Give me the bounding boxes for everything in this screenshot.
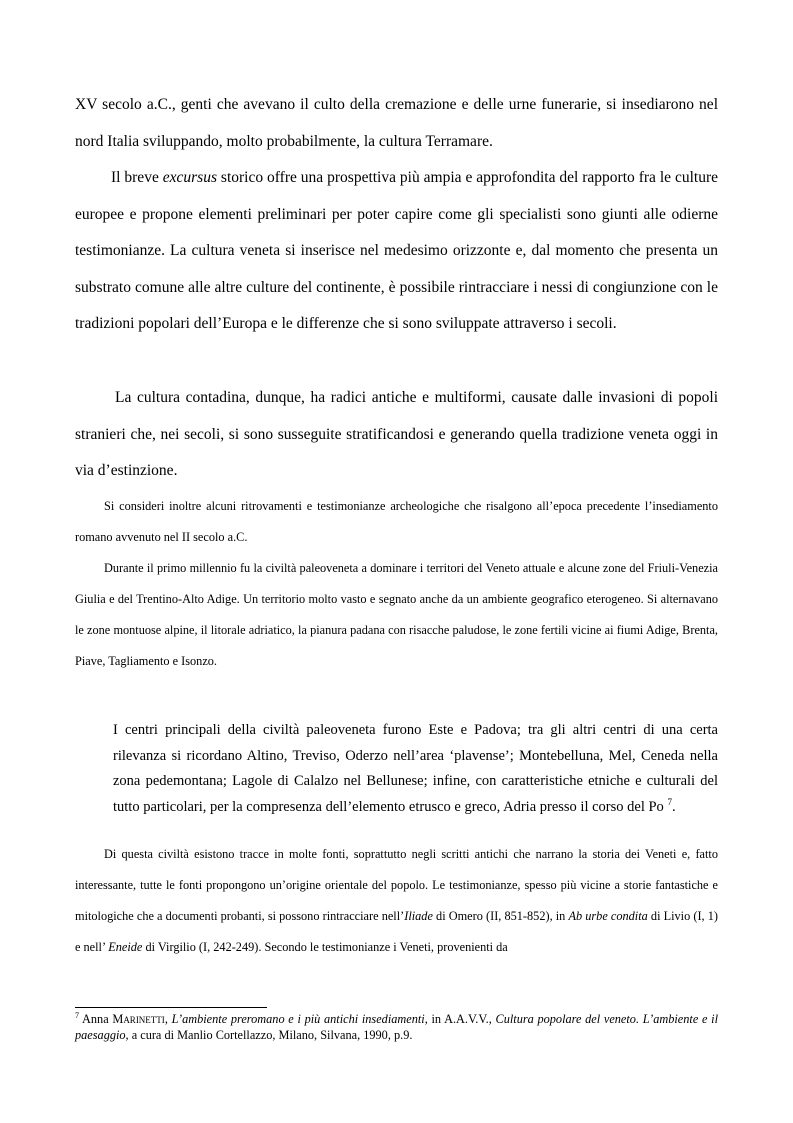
paragraph-text: di Virgilio (I, 242-249). Secondo le testimonianze i Veneti, provenienti da bbox=[142, 940, 508, 954]
paragraph-text: Di questa civiltà esistono tracce in molte fonti, soprattutto negli scritti antichi che narrano la storia dei Veneti e, fatto interessante, tutte le fonti propongono un’origine orientale del popolo. Le testimonianze, spesso più vicine a storie fantastiche e mitologiche che a documenti probanti, si possono rintracciare nell’ bbox=[75, 847, 718, 923]
footnote-publication: a cura di Manlio Cortellazzo, Milano, Silvana, 1990, p.9. bbox=[128, 1027, 413, 1042]
footnote-author-first: Anna bbox=[82, 1012, 113, 1026]
title-eneide: Eneide bbox=[108, 940, 143, 954]
paragraph-cultura-contadina bbox=[75, 380, 718, 490]
paragraph-text: di Livio (I, 1) e nell’ bbox=[75, 909, 719, 954]
title-ab-urbe-condita: Ab urbe condita bbox=[568, 909, 648, 923]
paragraph-ritrovamenti bbox=[75, 491, 718, 553]
footnote-book-title: Cultura popolare del veneto. L’ambiente e il paesaggio, bbox=[75, 1012, 718, 1042]
paragraph-fonti bbox=[75, 839, 718, 963]
footnote-7 bbox=[75, 1012, 718, 1043]
emphasis-excursus: excursus bbox=[162, 169, 217, 186]
paragraph-terramare bbox=[75, 87, 718, 160]
footnote-article-title: L’ambiente preromano e i più antichi insediamenti bbox=[171, 1012, 425, 1026]
paragraph-text: Il breve bbox=[111, 169, 163, 186]
footnote-separator bbox=[75, 1007, 267, 1008]
title-iliade: Iliade bbox=[404, 909, 433, 923]
footnote-separator-text: , bbox=[164, 1012, 172, 1026]
paragraph-text: Durante il primo millennio fu la civiltà paleoveneta a dominare i territori del Veneto attuale e alcune zone del Friuli-Venezia Giulia e del Trentino-Alto Adige. Un territorio molto vasto e segnato anche da un ambiente geografico eterogeneo. Si alternavano le zone montuose alpine, il litorale adriatico, la pianura padana con risacche paludose, le zone fertili vicine ai fiumi Adige, Brenta, Piave, Tagliamento e Isonzo. bbox=[75, 561, 718, 668]
block-quote: I centri principali della civiltà paleoveneta furono Este e Padova; tra gli altri centri di una certa rilevanza si ricordano Altino, Treviso, Oderzo nell’area ‘plavense’; Montebelluna, Mel, Ceneda nella zona pedemontana; Lagole di Calalzo nel Bellunese; infine, con caratteristiche etniche e culturali del tutto particolari, per la compresenza dell’elemento etrusco e greco, Adria presso il corso del Po $^7$. bbox=[113, 722, 718, 816]
paragraph-text: La cultura contadina, dunque, ha radici antiche e multiformi, causate dalle invasioni di popoli stranieri che, nei secoli, si sono susseguite stratificandosi e generando quella tradizione veneta oggi in via d’estinzione. bbox=[75, 389, 718, 479]
footnote-number: 7 bbox=[75, 1010, 79, 1020]
paragraph-text: XV secolo a.C., genti che avevano il culto della cremazione e delle urne funerarie, si insediarono nel nord Italia sviluppando, molto probabilmente, la cultura Terramare. bbox=[75, 96, 718, 150]
footnote-author-initial: M bbox=[112, 1012, 124, 1026]
paragraph-text: storico offre una prospettiva più ampia e approfondita del rapporto fra le culture europee e propone elementi preliminari per poter capire come gli specialisti sono giunti alle odierne testimonianze. La cultura veneta si inserisce nel medesimo orizzonte e, dal momento che presenta un substrato comune alle altre culture del continente, è possibile rintracciare i nessi di congiunzione con le tradizioni popolari dell’Europa e le differenze che si sono sviluppate attraverso i secoli. bbox=[75, 169, 718, 332]
footnote-reference[interactable]: 7 bbox=[667, 797, 672, 808]
footnote-author-rest: arinetti bbox=[123, 1012, 165, 1026]
footnote-in-text: , in A.A.V.V., bbox=[424, 1012, 496, 1026]
paragraph-civilta-paleoveneta bbox=[75, 553, 718, 677]
paragraph-text: di Omero (II, 851-852), in bbox=[432, 909, 569, 923]
quote-text: I centri principali della civiltà paleoveneta furono Este e Padova; tra gli altri centri di una certa rilevanza si ricordano Altino, Treviso, Oderzo nell’area ‘plavense’; Montebelluna, Mel, Ceneda nella zona pedemontana; Lagole di Calalzo nel Bellunese; infine, con caratteristiche etniche e culturali del tutto particolari, per la compresenza dell’elemento etrusco e greco, Adria presso il corso del Po bbox=[113, 722, 718, 816]
paragraph-excursus bbox=[75, 160, 718, 343]
paragraph-text: Si consideri inoltre alcuni ritrovamenti e testimonianze archeologiche che risalgono all’epoca precedente l’insediamento romano avvenuto nel II secolo a.C. bbox=[75, 499, 718, 544]
